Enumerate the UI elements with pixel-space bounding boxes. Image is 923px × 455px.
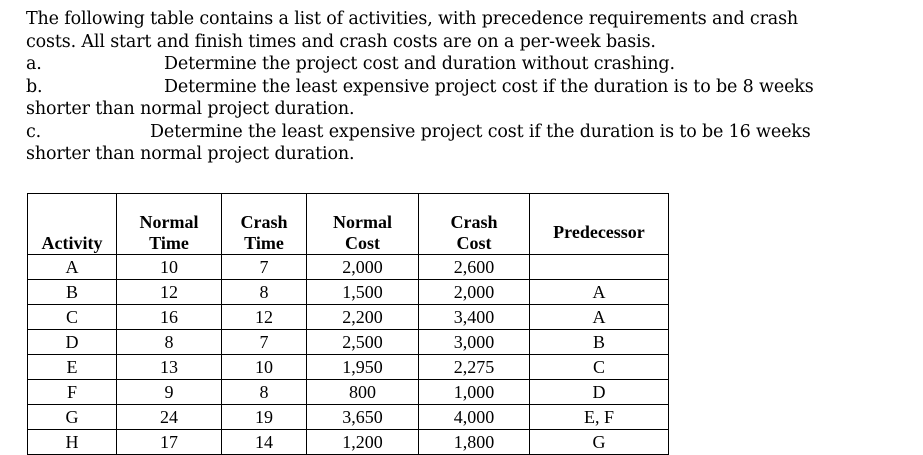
header-crash-time [222, 194, 307, 255]
table-row [28, 280, 669, 305]
cell-activity: F [28, 380, 117, 405]
cell-predecessor: D [530, 380, 669, 405]
cell-predecessor: C [530, 355, 669, 380]
cell-normal-cost: 2,000 [307, 255, 419, 280]
cell-normal-cost: 1,200 [307, 430, 419, 455]
header-predecessor [530, 194, 669, 255]
cell-normal-time: 17 [117, 430, 222, 455]
question-c-letter: c. [26, 121, 42, 142]
table-row [28, 405, 669, 430]
cell-activity: E [28, 355, 117, 380]
table-row [28, 305, 669, 330]
cell-predecessor: B [530, 330, 669, 355]
question-a-text: Determine the project cost and duration without crashing. [164, 54, 675, 74]
cell-normal-cost: 2,200 [307, 305, 419, 330]
header-normal-cost-line1: Normal [333, 212, 392, 232]
question-b-continuation: shorter than normal project duration. [26, 99, 355, 119]
header-activity [28, 194, 117, 255]
problem-statement [26, 8, 916, 166]
question-a-letter: a. [26, 54, 42, 74]
header-crash-time-line2: Time [244, 233, 284, 253]
cell-predecessor [530, 255, 669, 280]
cell-activity: C [28, 305, 117, 330]
cell-normal-time: 13 [117, 355, 222, 380]
cell-crash-cost: 3,000 [419, 330, 530, 355]
header-crash-time-line1: Crash [240, 212, 288, 232]
cell-predecessor: G [530, 430, 669, 455]
cell-activity: H [28, 430, 117, 455]
header-normal-time-line1: Normal [139, 212, 199, 232]
cell-predecessor: E, F [530, 405, 669, 430]
cell-crash-cost: 3,400 [419, 305, 530, 330]
question-a [26, 53, 916, 76]
cell-normal-time: 12 [117, 280, 222, 305]
question-c [26, 121, 916, 144]
header-normal-cost [307, 194, 419, 255]
table-body [28, 255, 669, 455]
cell-crash-cost: 2,275 [419, 355, 530, 380]
cell-crash-cost: 2,600 [419, 255, 530, 280]
question-b [26, 76, 916, 99]
cell-normal-time: 16 [117, 305, 222, 330]
cell-crash-time: 12 [222, 305, 307, 330]
cell-crash-cost: 2,000 [419, 280, 530, 305]
cell-crash-cost: 4,000 [419, 405, 530, 430]
cell-normal-time: 10 [117, 255, 222, 280]
cell-predecessor: A [530, 280, 669, 305]
cell-crash-time: 19 [222, 405, 307, 430]
header-normal-time [117, 194, 222, 255]
cell-activity: G [28, 405, 117, 430]
cell-predecessor: A [530, 305, 669, 330]
question-b-letter: b. [26, 76, 43, 97]
cell-crash-time: 7 [222, 330, 307, 355]
cell-crash-time: 7 [222, 255, 307, 280]
question-c-continuation: shorter than normal project duration. [26, 144, 355, 164]
cell-crash-cost: 1,000 [419, 380, 530, 405]
question-b-text: Determine the least expensive project cost if the duration is to be 8 weeks [164, 76, 814, 97]
cell-activity: D [28, 330, 117, 355]
table-row [28, 355, 669, 380]
cell-normal-cost: 800 [307, 380, 419, 405]
cell-crash-time: 14 [222, 430, 307, 455]
cell-normal-time: 9 [117, 380, 222, 405]
table-row [28, 430, 669, 455]
cell-normal-cost: 2,500 [307, 330, 419, 355]
header-normal-time-line2: Time [149, 233, 189, 253]
cell-activity: A [28, 255, 117, 280]
header-crash-cost [419, 194, 530, 255]
intro-line-2: costs. All start and finish times and crash costs are on a per-week basis. [26, 31, 656, 52]
intro-line-1: The following table contains a list of activities, with precedence requirements and crash [26, 9, 799, 29]
question-c-text: Determine the least expensive project cost if the duration is to be 16 weeks [150, 121, 811, 142]
header-normal-cost-line2: Cost [345, 233, 380, 253]
table-row [28, 255, 669, 280]
cell-crash-time: 8 [222, 380, 307, 405]
cell-crash-time: 10 [222, 355, 307, 380]
cell-normal-time: 8 [117, 330, 222, 355]
table-header-row [28, 194, 669, 255]
cell-normal-cost: 3,650 [307, 405, 419, 430]
activity-table [27, 193, 669, 455]
header-activity-label: Activity [41, 233, 103, 253]
header-predecessor-label: Predecessor [553, 221, 645, 242]
table-row [28, 330, 669, 355]
header-crash-cost-line1: Crash [450, 212, 498, 232]
cell-crash-cost: 1,800 [419, 430, 530, 455]
cell-crash-time: 8 [222, 280, 307, 305]
header-crash-cost-line2: Cost [456, 233, 492, 253]
table-row [28, 380, 669, 405]
cell-activity: B [28, 280, 117, 305]
cell-normal-cost: 1,500 [307, 280, 419, 305]
cell-normal-cost: 1,950 [307, 355, 419, 380]
cell-normal-time: 24 [117, 405, 222, 430]
